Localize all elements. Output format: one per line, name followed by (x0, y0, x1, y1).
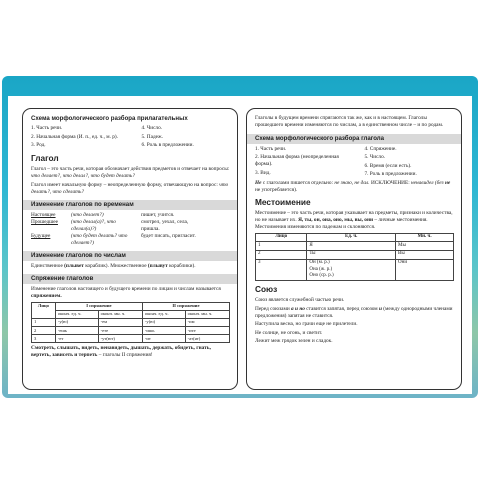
table-cell: -ат(ят) (185, 335, 229, 343)
table-row (256, 259, 454, 281)
table-subheader: оконч. ед. ч. (142, 310, 185, 318)
table-cell: Мы (396, 242, 454, 251)
table-cell: Я (307, 242, 396, 251)
morph-item: 3. Род. (31, 142, 46, 148)
union-rule-part: Перед союзами (255, 305, 290, 312)
number-text-part: кораблики). (169, 262, 196, 269)
table-cell: 3 (32, 335, 56, 343)
verb-morph-title: Схема морфологического разбора глагола (247, 134, 462, 144)
number-text-part: Единственное (31, 262, 63, 269)
table-cell: -ишь (142, 327, 185, 335)
union-rule-part: и (378, 305, 382, 312)
union-rule-part: и (295, 305, 298, 312)
morph-item: 2. Начальная форма (И. п., ед. ч., м. р). (31, 133, 119, 140)
conjugation-note-text: – глаголы II спряжения! (98, 352, 153, 359)
table-row (256, 250, 454, 259)
ne-rule-part: Не (255, 179, 262, 186)
table-cell: -ем (98, 318, 142, 326)
tense-question: (что делает?) (71, 211, 104, 218)
ne-rule-part: не (444, 179, 451, 186)
pronoun-definition-part: Я, ты, он, она, оно, мы, вы, они (298, 216, 374, 223)
union-rule-part: ставится запятая, перед союзом (306, 305, 378, 312)
morph-item: 4. Спряжение. (364, 146, 397, 152)
table-cell: -им (185, 318, 229, 326)
table-cell: -у(ю) (55, 318, 98, 326)
pronoun-table (255, 233, 454, 282)
morph-item: 4. Число. (141, 125, 163, 132)
table-row (32, 335, 230, 343)
conjugation-title: Спряжение глаголов (23, 274, 238, 284)
table-cell: -ит (142, 335, 185, 343)
pronoun-title: Местоимение (255, 196, 311, 207)
number-text-part: (плывет (64, 262, 84, 269)
ne-rule (255, 180, 454, 194)
table-row (256, 242, 454, 251)
conjugation-text (31, 286, 230, 300)
adjective-morph-list (31, 125, 230, 150)
tense-label: Будущее (31, 232, 51, 239)
verb-initial-form-text: Глагол имеет начальную форму – неопределенную форму, отвечающую на вопрос: (31, 181, 218, 188)
tense-example: будет писать, пригласит. (141, 232, 196, 239)
union-rule-part: а (291, 305, 294, 312)
table-header: Лицо (256, 233, 307, 242)
conjugation-note (31, 345, 230, 359)
union-title: Союз (255, 284, 278, 295)
union-rule (255, 306, 454, 320)
verb-title: Глагол (31, 153, 59, 164)
table-subheader: оконч. ед. ч. (55, 310, 98, 318)
pronoun-definition (255, 210, 454, 231)
morph-item: 6. Время (если есть). (364, 162, 412, 169)
table-cell: -ете (98, 327, 142, 335)
tense-example: смотрел, уехал, села, пришла. (141, 218, 189, 232)
ne-rule-part: с глаголами пишется отдельно: (262, 179, 333, 186)
ne-rule-part: не знаю, не дал. (334, 179, 370, 186)
morph-item: 7. Роль в предложении. (364, 171, 417, 178)
tense-present-row (31, 212, 230, 219)
conjugation-text-part: Изменение глаголов настоящего и будущего времени по лицам и числам называется (31, 285, 221, 292)
union-example: Не солнце, не огонь, и светит. (255, 329, 323, 336)
morph-item: 2. Начальная форма (неопределенная форма). (255, 154, 339, 168)
union-rule-part: но (299, 305, 305, 312)
pronoun-definition-part: Местоимение – это часть речи, которая указывает на предметы, признаки и количества, но не называет их. (255, 209, 453, 223)
number-title: Изменение глаголов по числам (23, 251, 238, 261)
table-cell: -у(ю) (142, 318, 185, 326)
left-info-card (22, 108, 238, 390)
verb-definition-questions: что делает?, что делал?, что будет делать? (31, 173, 135, 180)
ne-rule-part: не употребляется). (255, 186, 298, 193)
table-cell: Они (396, 259, 454, 281)
conjugation-table (31, 302, 230, 343)
adjective-morph-title: Схема морфологического разбора прилагательных (31, 115, 188, 122)
union-example: Наступила весна, но грачи еще не прилетели. (255, 321, 358, 328)
tense-past-row (31, 219, 230, 233)
table-header: I спряжение (55, 302, 142, 310)
table-cell: -ешь (55, 327, 98, 335)
table-cell: 1 (32, 318, 56, 326)
tense-label: Настоящее (31, 211, 56, 218)
morph-item: 6. Роль в предложении. (141, 142, 194, 148)
table-cell: -ут(ют) (98, 335, 142, 343)
table-header: Лицо (32, 302, 56, 318)
verb-initial-form-questions: что делать?, что сделать? (31, 181, 229, 195)
table-row (32, 318, 230, 326)
table-cell: Вы (396, 250, 454, 259)
tense-label: Прошедшее (31, 218, 58, 225)
tense-example: пишет, учится. (141, 211, 175, 218)
tense-future-row (31, 233, 230, 247)
union-rule-part: (между однородными членами предложения) запятая не ставится. (255, 305, 453, 319)
verb-initial-form (31, 182, 230, 196)
table-cell: -ите (185, 327, 229, 335)
right-info-card (246, 108, 462, 390)
conjugation-note-bold: Смотреть, слышать, видеть, ненавидеть, дышать, держать, обидеть, гнать, вертеть, зависеть и терпеть (31, 345, 211, 359)
verb-morph-list (255, 146, 454, 180)
table-subheader: оконч. мн. ч. (98, 310, 142, 318)
tense-title: Изменение глаголов по временам (23, 200, 238, 210)
union-definition: Союз является служебной частью речи. (255, 297, 345, 304)
table-subheader: оконч. мн. ч. (185, 310, 229, 318)
table-cell: 2 (32, 327, 56, 335)
tense-question: (что будет делать? что сделает?) (71, 232, 128, 246)
morph-item: 5. Число. (364, 154, 386, 161)
morph-item: 1. Часть речи. (255, 146, 287, 152)
union-example: Лежит меж грядок зелен и сладок. (255, 338, 333, 345)
conjugation-text-part: спряжением. (31, 292, 62, 299)
pronoun-definition-part: – личные местоимения. Местоимения изменяются по падежам и склоняются. (255, 216, 428, 230)
tense-question: (что делал(а)?, что сделал(а)?) (71, 218, 116, 232)
table-header: II спряжение (142, 302, 229, 310)
table-header: Ед. ч. (307, 233, 396, 242)
table-cell: -ет (55, 335, 98, 343)
morph-item: 5. Падеж. (141, 133, 164, 140)
ne-rule-part: ненавидел (без (411, 179, 444, 186)
table-header: Мн. ч. (396, 233, 454, 242)
number-text (31, 263, 230, 270)
verb-definition (31, 166, 230, 180)
ne-rule-part: ИСКЛЮЧЕНИЕ: (370, 179, 410, 186)
number-text-part: (плывут (147, 262, 168, 269)
table-cell: 1 (256, 242, 307, 251)
table-cell: Он (м. р.) Она (ж. р.) Оно (ср. р.) (307, 259, 396, 281)
table-row (32, 327, 230, 335)
future-tense-intro: Глаголы в будущем времени спрягаются так же, как и в настоящем. Глаголы прошедшего времени изменяются по числам, а в единственном числе – и по родам. (255, 115, 444, 128)
table-cell: 3 (256, 259, 307, 281)
table-cell: Ты (307, 250, 396, 259)
table-cell: 2 (256, 250, 307, 259)
morph-item: 3. Вид. (255, 169, 271, 176)
verb-definition-text: Глагол – это часть речи, которая обозначает действия предметов и отвечает на вопросы: (31, 166, 230, 173)
morph-item: 1. Часть речи. (31, 125, 63, 132)
number-text-part: кораблик). Множественное (85, 262, 147, 269)
